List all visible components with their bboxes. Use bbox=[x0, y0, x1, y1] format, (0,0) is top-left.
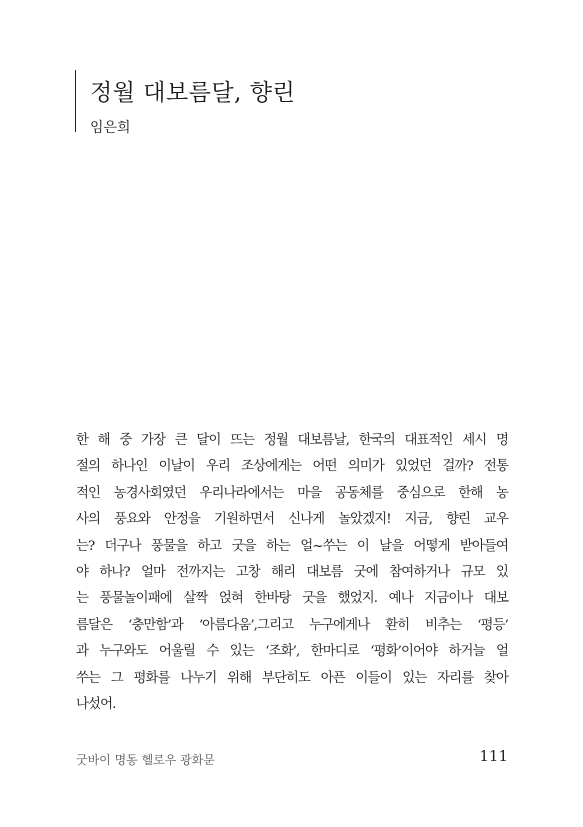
body-line: 사의 풍요와 안정을 기원하면서 신나게 놀았겠지! 지금, 향린 교우 bbox=[76, 512, 508, 528]
body-line: 적인 농경사회였던 우리나라에서는 마을 공동체를 중심으로 한해 농 bbox=[76, 485, 508, 501]
footer-publication: 굿바이 명동 헬로우 광화문 bbox=[76, 753, 215, 767]
body-line: 쑤는 그 평화를 나누기 위해 부단히도 아픈 이들이 있는 자리를 찾아 bbox=[76, 670, 508, 686]
page-number: 111 bbox=[479, 747, 508, 765]
body-line: 과 누구와도 어울릴 수 있는 ‘조화’, 한마디로 ‘평화’이어야 하거늘 얼 bbox=[76, 644, 508, 660]
article-body bbox=[76, 428, 508, 718]
title-block bbox=[75, 70, 296, 136]
article-author: 임은희 bbox=[90, 120, 131, 136]
body-line: 한 해 중 가장 큰 달이 뜨는 정월 대보름날, 한국의 대표적인 세시 명 bbox=[76, 433, 508, 448]
body-line: 나섰어. bbox=[76, 697, 116, 713]
body-line: 야 하나? 얼마 전까지는 고창 해리 대보름 굿에 참여하거나 규모 있 bbox=[76, 565, 508, 581]
body-line: 는 풍물놀이패에 살짝 얹혀 한바탕 굿을 했었지. 예나 지금이나 대보 bbox=[76, 591, 508, 607]
body-line: 름달은 ‘충만함’과 ‘아름다움’,그리고 누구에게나 환히 비추는 ‘평등’ bbox=[76, 617, 508, 633]
body-line: 는? 더구나 풍물을 하고 굿을 하는 얼~쑤는 이 날을 어떻게 받아들여 bbox=[76, 538, 508, 554]
article-title: 정월 대보름달, 향린 bbox=[90, 80, 296, 106]
body-line: 절의 하나인 이날이 우리 조상에게는 어떤 의미가 있었던 걸까? 전통 bbox=[76, 459, 508, 475]
